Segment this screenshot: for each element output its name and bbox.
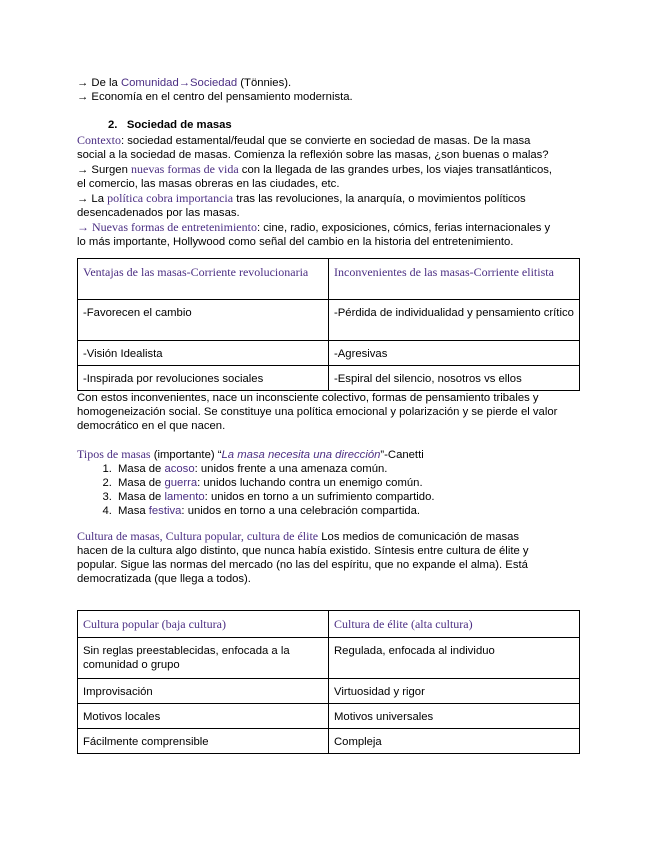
- table-cell: Regulada, enfocada al individuo: [329, 638, 580, 679]
- table-cell: Motivos universales: [329, 704, 580, 729]
- types-list: [77, 462, 582, 518]
- table-cell: -Favorecen el cambio: [78, 300, 329, 341]
- table-cell: Sin reglas preestablecidas, enfocada a la comunidad o grupo: [78, 638, 329, 679]
- list-item: 4. Masa festiva: unidos en torno a una celebración compartida.: [115, 504, 582, 518]
- context-block: Contexto: sociedad estamental/feudal que se convierte en sociedad de masas. De la masa social a la sociedad de masas. Comienza la reflexión sobre las masas, ¿son buenas o malas? → Surgen nuevas formas de vida con la llegada de las grandes urbes, los viajes transatlánticos, el comercio, las masas obreras en las ciudades, etc. → La política cobra importancia tras las revoluciones, la anarquía, o movimientos políticos desencadenados por las masas. → Nuevas formas de entretenimiento: cine, radio, exposiciones, cómics, ferias internacionales y lo más importante, Hollywood como señal del cambio en la historia del entretenimiento.: [77, 133, 553, 248]
- list-item: 2. Masa de guerra: unidos luchando contra un enemigo común.: [115, 476, 582, 490]
- culture-block: Cultura de masas, Cultura popular, cultura de élite Los medios de comunicación de masas hacen de la cultura algo distinto, que nunca había existido. Síntesis entre cultura de élite y popular. Sigue las normas del mercado (no las del espíritu, que no expande el alma). Está democratizada (que llega a todos).: [77, 529, 529, 585]
- intro-line-1: → De la Comunidad→Sociedad (Tönnies).: [77, 77, 292, 89]
- table-header-cell: Cultura de élite (alta cultura): [329, 611, 580, 638]
- table-cell: Improvisación: [78, 679, 329, 704]
- table-cell: -Visión Idealista: [78, 341, 329, 366]
- table-row: [78, 679, 580, 704]
- table-row: [78, 259, 580, 300]
- intro-block: [77, 76, 582, 104]
- table-cell: Motivos locales: [78, 704, 329, 729]
- table-header-cell: Cultura popular (baja cultura): [78, 611, 329, 638]
- context-label: Contexto: [77, 133, 121, 147]
- list-item: 3. Masa de lamento: unidos en torno a un sufrimiento compartido.: [115, 490, 582, 504]
- after-table-paragraph: Con estos inconvenientes, nace un inconsciente colectivo, formas de pensamiento tribales y homogeneización social. Se constituye una política emocional y polarización y se pierde el valor democrático en el que nacen.: [77, 392, 558, 432]
- masses-table: [77, 258, 580, 391]
- table-row: [78, 366, 580, 391]
- table-row: [78, 638, 580, 679]
- list-item: 1. Masa de acoso: unidos frente a una amenaza común.: [115, 462, 582, 476]
- table-row: [78, 704, 580, 729]
- table-header-cell: Inconvenientes de las masas-Corriente elitista: [329, 259, 580, 300]
- table-cell: -Pérdida de individualidad y pensamiento crítico: [329, 300, 580, 341]
- types-block: Tipos de masas (importante) “La masa necesita una dirección”-Canetti 1. Masa de acoso: unidos frente a una amenaza común. 2. Masa de guerra: unidos luchando contra un enemigo común. 3. Masa de lamento: unidos en torno a un sufrimiento compartido. 4. Masa festiva: unidos en torno a una celebración compartida.: [77, 447, 582, 518]
- table-row: [78, 611, 580, 638]
- table-row: [78, 300, 580, 341]
- table-row: [78, 729, 580, 754]
- table-header-cell: Ventajas de las masas-Corriente revolucionaria: [78, 259, 329, 300]
- table-cell: -Agresivas: [329, 341, 580, 366]
- table-cell: Virtuosidad y rigor: [329, 679, 580, 704]
- table-cell: -Inspirada por revoluciones sociales: [78, 366, 329, 391]
- table-cell: Compleja: [329, 729, 580, 754]
- table-cell: Fácilmente comprensible: [78, 729, 329, 754]
- table-cell: -Espiral del silencio, nosotros vs ellos: [329, 366, 580, 391]
- intro-line-2: → Economía en el centro del pensamiento modernista.: [77, 91, 353, 103]
- table-row: [78, 341, 580, 366]
- section-heading: 2. Sociedad de masas: [108, 119, 232, 131]
- culture-table: [77, 610, 580, 754]
